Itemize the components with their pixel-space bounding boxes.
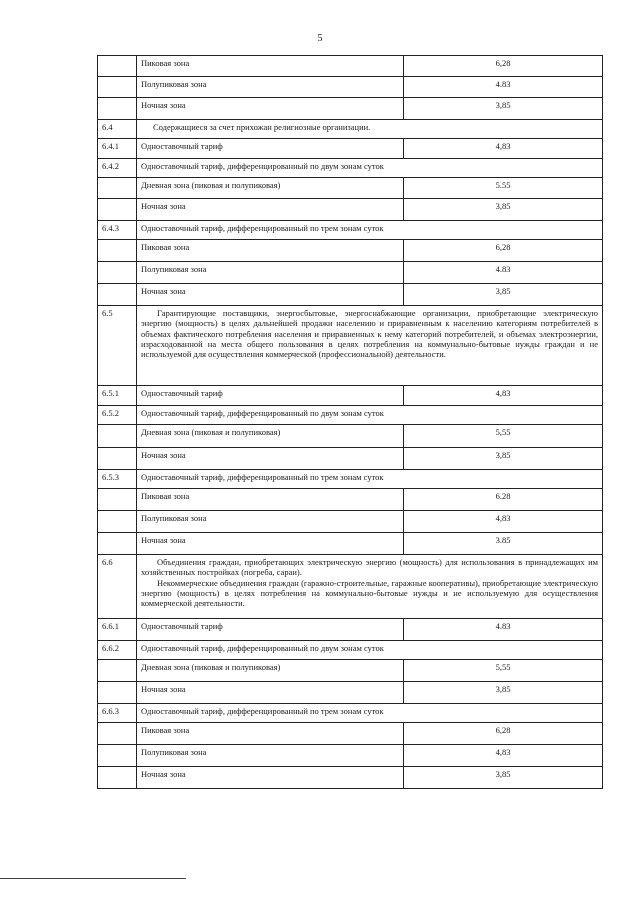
row-number xyxy=(98,489,137,511)
tariff-type-title: Одноставочный тариф, дифференцированный по трем зонам суток xyxy=(137,704,603,723)
table-row xyxy=(98,489,603,511)
table-row xyxy=(98,745,603,767)
zone-label: Полупиковая зона xyxy=(137,77,404,98)
zone-label: Пиковая зона xyxy=(137,240,404,262)
tariff-value: 4.83 xyxy=(404,619,603,641)
tariff-value: 3,85 xyxy=(404,448,603,470)
table-row xyxy=(98,511,603,533)
row-number: 6.6.1 xyxy=(98,619,137,641)
table-row xyxy=(98,619,603,641)
row-number xyxy=(98,98,137,120)
row-number xyxy=(98,77,137,98)
row-number: 6.4.3 xyxy=(98,221,137,240)
tariff-value: 3,85 xyxy=(404,767,603,789)
table-row xyxy=(98,240,603,262)
tariff-value: 6,28 xyxy=(404,240,603,262)
tariff-value: 6.28 xyxy=(404,489,603,511)
table-row xyxy=(98,139,603,159)
table-row xyxy=(98,406,603,425)
category-description xyxy=(137,306,603,386)
row-number xyxy=(98,284,137,306)
tariff-value: 4,83 xyxy=(404,386,603,406)
row-number: 6.6 xyxy=(98,555,137,619)
tariff-value: 3,85 xyxy=(404,199,603,221)
zone-label: Полупиковая зона xyxy=(137,262,404,284)
row-number xyxy=(98,425,137,448)
table-row xyxy=(98,723,603,745)
row-number: 6.5.2 xyxy=(98,406,137,425)
category-title: Содержащиеся за счет прихожан религиозные организации. xyxy=(137,120,603,139)
tariff-type-title: Одноставочный тариф, дифференцированный по двум зонам суток xyxy=(137,159,603,178)
description-paragraph: Объединения граждан, приобретающих электрическую энергию (мощность) для использования в принадлежащих им хозяйственных постройках (погреба, сараи). xyxy=(141,557,598,578)
tariff-type-title: Одноставочный тариф, дифференцированный по трем зонам суток xyxy=(137,470,603,489)
table-row xyxy=(98,199,603,221)
row-number xyxy=(98,448,137,470)
page-number: 5 xyxy=(317,33,323,44)
tariff-value: 3,85 xyxy=(404,682,603,704)
tariff-value: 3,85 xyxy=(404,284,603,306)
zone-label: Пиковая зона xyxy=(137,56,404,77)
tariff-label: Одноставочный тариф xyxy=(137,386,404,406)
table-row xyxy=(98,262,603,284)
zone-label: Пиковая зона xyxy=(137,489,404,511)
tariff-table-body xyxy=(98,56,603,789)
tariff-value: 3,85 xyxy=(404,98,603,120)
table-row xyxy=(98,470,603,489)
table-row xyxy=(98,682,603,704)
zone-label: Дневная зона (пиковая и полупиковая) xyxy=(137,660,404,682)
tariff-value: 5,55 xyxy=(404,425,603,448)
table-row xyxy=(98,533,603,555)
row-number: 6.6.2 xyxy=(98,641,137,660)
table-row xyxy=(98,704,603,723)
table-row xyxy=(98,306,603,386)
zone-label: Ночная зона xyxy=(137,533,404,555)
table-row xyxy=(98,98,603,120)
row-number xyxy=(98,682,137,704)
row-number xyxy=(98,511,137,533)
table-row xyxy=(98,767,603,789)
zone-label: Полупиковая зона xyxy=(137,745,404,767)
table-row xyxy=(98,448,603,470)
table-row xyxy=(98,386,603,406)
table-row xyxy=(98,425,603,448)
table-row xyxy=(98,284,603,306)
row-number xyxy=(98,745,137,767)
row-number xyxy=(98,56,137,77)
category-description xyxy=(137,555,603,619)
row-number: 6.4.1 xyxy=(98,139,137,159)
row-number xyxy=(98,262,137,284)
row-number: 6.4 xyxy=(98,120,137,139)
tariff-type-title: Одноставочный тариф, дифференцированный по трем зонам суток xyxy=(137,221,603,240)
table-row xyxy=(98,555,603,619)
table-row xyxy=(98,77,603,98)
tariff-value: 6,28 xyxy=(404,56,603,77)
tariff-label: Одноставочный тариф xyxy=(137,139,404,159)
row-number xyxy=(98,723,137,745)
zone-label: Ночная зона xyxy=(137,284,404,306)
tariff-type-title: Одноставочный тариф, дифференцированный по двум зонам суток xyxy=(137,406,603,425)
tariff-value: 4.83 xyxy=(404,77,603,98)
table-row xyxy=(98,56,603,77)
zone-label: Дневная зона (пиковая и полупиковая) xyxy=(137,425,404,448)
zone-label: Ночная зона xyxy=(137,767,404,789)
row-number: 6.6.3 xyxy=(98,704,137,723)
table-row xyxy=(98,159,603,178)
row-number xyxy=(98,533,137,555)
table-row xyxy=(98,221,603,240)
row-number xyxy=(98,767,137,789)
zone-label: Пиковая зона xyxy=(137,723,404,745)
zone-label: Ночная зона xyxy=(137,199,404,221)
row-number xyxy=(98,660,137,682)
tariff-value: 5,55 xyxy=(404,660,603,682)
tariff-value: 4,83 xyxy=(404,511,603,533)
table-row xyxy=(98,178,603,199)
tariff-value: 3.85 xyxy=(404,533,603,555)
table-row xyxy=(98,660,603,682)
zone-label: Ночная зона xyxy=(137,448,404,470)
row-number xyxy=(98,178,137,199)
description-paragraph: Гарантирующие поставщики, энергосбытовые, энергоснабжающие организации, приобретающие электрическую энергию (мощность) в целях дальнейшей продажи населению и приравненным к населению категориям потребителей в объемах фактического потребления населения и приравненных к нему категорий потребителей, и объемах электроэнергии, израсходованной на места общего пользования в целях потребления на коммунально-бытовые нужды граждан и не используемой для осуществления коммерческой (профессиональной) деятельности. xyxy=(141,308,598,360)
row-number: 6.5.1 xyxy=(98,386,137,406)
row-number xyxy=(98,199,137,221)
tariff-type-title: Одноставочный тариф, дифференцированный по двум зонам суток xyxy=(137,641,603,660)
tariff-table xyxy=(97,55,603,789)
row-number: 6.5.3 xyxy=(98,470,137,489)
row-number: 6.4.2 xyxy=(98,159,137,178)
footer-rule xyxy=(0,878,186,879)
zone-label: Дневная зона (пиковая и полупиковая) xyxy=(137,178,404,199)
description-paragraph: Некоммерческие объединения граждан (гаражно-строительные, гаражные кооперативы), приобретающие электрическую энергию (мощность) в целях потребления на коммунально-бытовые нужды и не используемую для осуществления коммерческой деятельности. xyxy=(141,577,598,609)
tariff-value: 6,28 xyxy=(404,723,603,745)
tariff-value: 4,83 xyxy=(404,745,603,767)
zone-label: Полупиковая зона xyxy=(137,511,404,533)
zone-label: Ночная зона xyxy=(137,98,404,120)
tariff-value: 4.83 xyxy=(404,262,603,284)
tariff-label: Одноставочный тариф xyxy=(137,619,404,641)
table-row xyxy=(98,120,603,139)
row-number: 6.5 xyxy=(98,306,137,386)
tariff-value: 4,83 xyxy=(404,139,603,159)
row-number xyxy=(98,240,137,262)
zone-label: Ночная зона xyxy=(137,682,404,704)
tariff-value: 5.55 xyxy=(404,178,603,199)
table-row xyxy=(98,641,603,660)
